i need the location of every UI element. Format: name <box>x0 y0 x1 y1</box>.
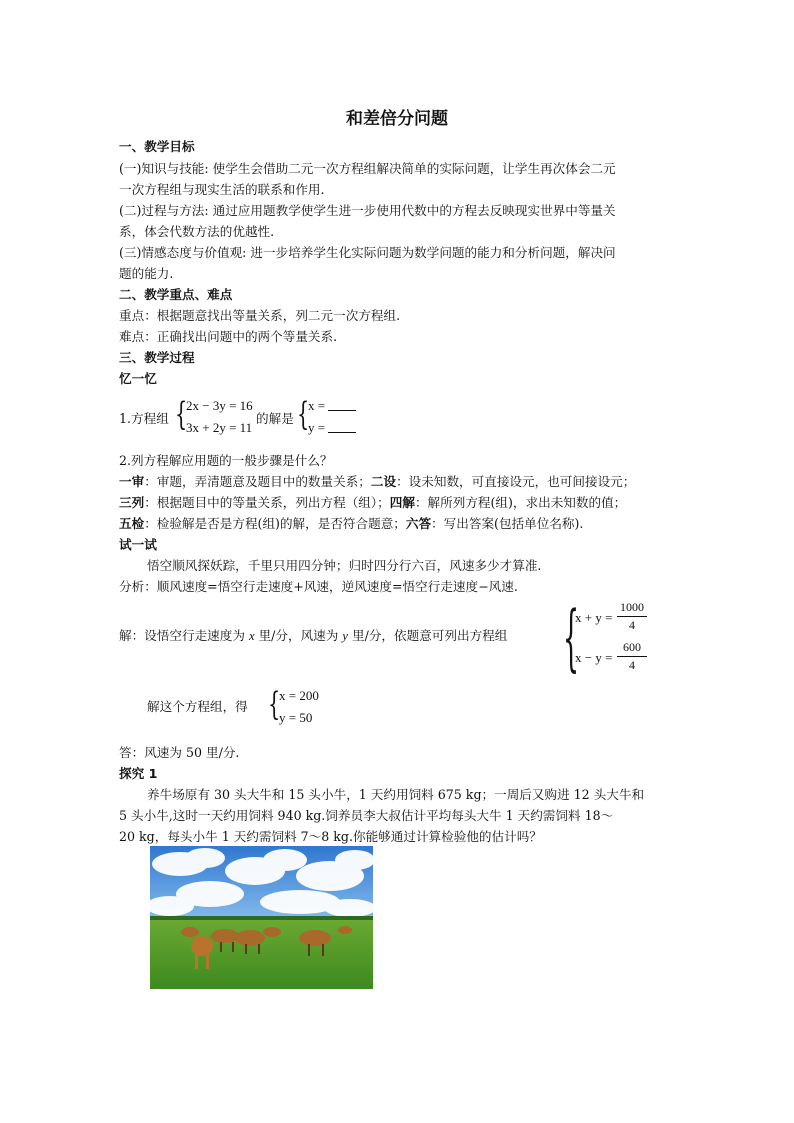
step-text: ：设未知数，可直接设元，也可间接设元； <box>396 474 636 489</box>
solution-mid-1: 里/分，风速为 <box>258 628 339 643</box>
step-keyword: 六答 <box>405 516 432 531</box>
answer-blank-x[interactable] <box>328 398 356 411</box>
var-y: y <box>342 629 348 643</box>
solve-text: 解这个方程组，得 <box>147 699 248 714</box>
step-text: ：根据题目中的等量关系，列出方程（组）； <box>144 495 390 510</box>
explore-line-3: 20 kg，每头小牛 1 天约需饲料 7～8 kg.你能够通过计算检验他的估计吗？ <box>119 829 542 844</box>
steps-line-3 <box>119 514 679 534</box>
step-text: ：写出答案(包括单位名称). <box>431 516 584 531</box>
objective-line-2: 一次方程组与现实生活的联系和作用. <box>119 182 325 197</box>
section-heading-process: 三、教学过程 <box>119 350 195 365</box>
fraction-1-denominator: 4 <box>629 618 635 632</box>
objective-line-3: (二)过程与方法: 通过应用题教学使学生进一步使用代数中的方程去反映现实世界中等量关 <box>119 203 616 218</box>
q1-equation-1: 2x − 3y = 16 <box>186 398 253 413</box>
answer-text: 答：风速为 50 里/分. <box>119 745 240 760</box>
explore-line-1: 养牛场原有 30 头大牛和 15 头小牛，1 天约用饲料 675 kg；一周后又购进 12 头大牛和 <box>147 787 645 802</box>
step-keyword: 二设 <box>370 474 397 489</box>
q1-prefix: 1.方程组 <box>119 411 169 426</box>
sys-eq2-left: x − y = <box>575 650 613 665</box>
fraction-2-denominator: 4 <box>629 658 635 672</box>
steps-line-1 <box>119 472 679 492</box>
step-keyword: 三列 <box>119 495 145 510</box>
solution-mid-2: 里/分，依题意可列出方程组 <box>352 628 508 643</box>
sys-eq1-left: x + y = <box>575 610 613 625</box>
q1-mid-text: 的解是 <box>256 411 294 426</box>
step-text: ：解所列方程(组)，求出未知数的值； <box>414 495 627 510</box>
section-heading-objectives: 一、教学目标 <box>119 139 195 154</box>
solution-prefix: 解：设悟空行走速度为 <box>119 628 245 643</box>
step-text: ：审题，弄清题意及题目中的数量关系； <box>144 474 371 489</box>
fraction-2 <box>617 640 647 673</box>
try-heading: 试一试 <box>119 537 157 552</box>
objective-line-5: (三)情感态度与价值观: 进一步培养学生化实际问题为数学问题的能力和分析问题，解决问 <box>119 245 616 260</box>
key-point-line: 重点：根据题意找出等量关系，列二元一次方程组. <box>119 308 401 323</box>
step-keyword: 四解 <box>389 495 415 510</box>
brace-left: { <box>268 685 281 723</box>
poem-text: 悟空顺风探妖踪，千里只用四分钟；归时四分行六百，风速多少才算准. <box>147 558 542 573</box>
wind-speed-system <box>575 600 665 680</box>
section-heading-key-points: 二、教学重点、难点 <box>119 287 233 302</box>
var-x: x <box>248 629 255 643</box>
fraction-1 <box>617 600 647 633</box>
step-keyword: 五检 <box>119 516 145 531</box>
answer-blank-y[interactable] <box>328 420 356 433</box>
cattle-pasture-image <box>150 846 373 989</box>
explore-heading: 探究 1 <box>119 766 158 781</box>
result-y: y = 50 <box>279 710 313 725</box>
brace-left: { <box>563 595 580 679</box>
q1-answer-x: x = <box>308 398 326 413</box>
q2-text: 2.列方程解应用题的一般步骤是什么？ <box>119 453 333 468</box>
fraction-2-numerator: 600 <box>623 640 641 654</box>
q1-equation-2: 3x + 2y = 11 <box>186 420 253 435</box>
steps-line-2 <box>119 493 679 513</box>
explore-line-2: 5 头小牛,这时一天约用饲料 940 kg.饲养员李大叔估计平均每头大牛 1 天约需饲料 18～ <box>119 808 614 823</box>
objective-line-1: (一)知识与技能: 使学生会借助二元一次方程组解决简单的实际问题，让学生再次体会二元 <box>119 161 616 176</box>
objective-line-4: 系，体会代数方法的优越性. <box>119 224 275 239</box>
difficulty-line: 难点：正确找出问题中的两个等量关系. <box>119 329 338 344</box>
brace-left: { <box>175 395 188 433</box>
objective-line-6: 题的能力. <box>119 266 174 281</box>
fraction-1-numerator: 1000 <box>620 600 644 614</box>
recall-heading: 忆一忆 <box>119 371 157 386</box>
step-text: ：检验解是否是方程(组)的解，是否符合题意； <box>144 516 406 531</box>
analysis-text: 分析：顺风速度=悟空行走速度+风速，逆风速度=悟空行走速度−风速. <box>119 579 518 594</box>
brace-left: { <box>297 395 310 433</box>
cattle-pasture-photo <box>150 846 373 989</box>
result-x: x = 200 <box>279 688 319 703</box>
page-title: 和差倍分问题 <box>346 109 448 129</box>
step-keyword: 一审 <box>119 474 145 489</box>
q1-answer-y: y = <box>308 420 326 435</box>
